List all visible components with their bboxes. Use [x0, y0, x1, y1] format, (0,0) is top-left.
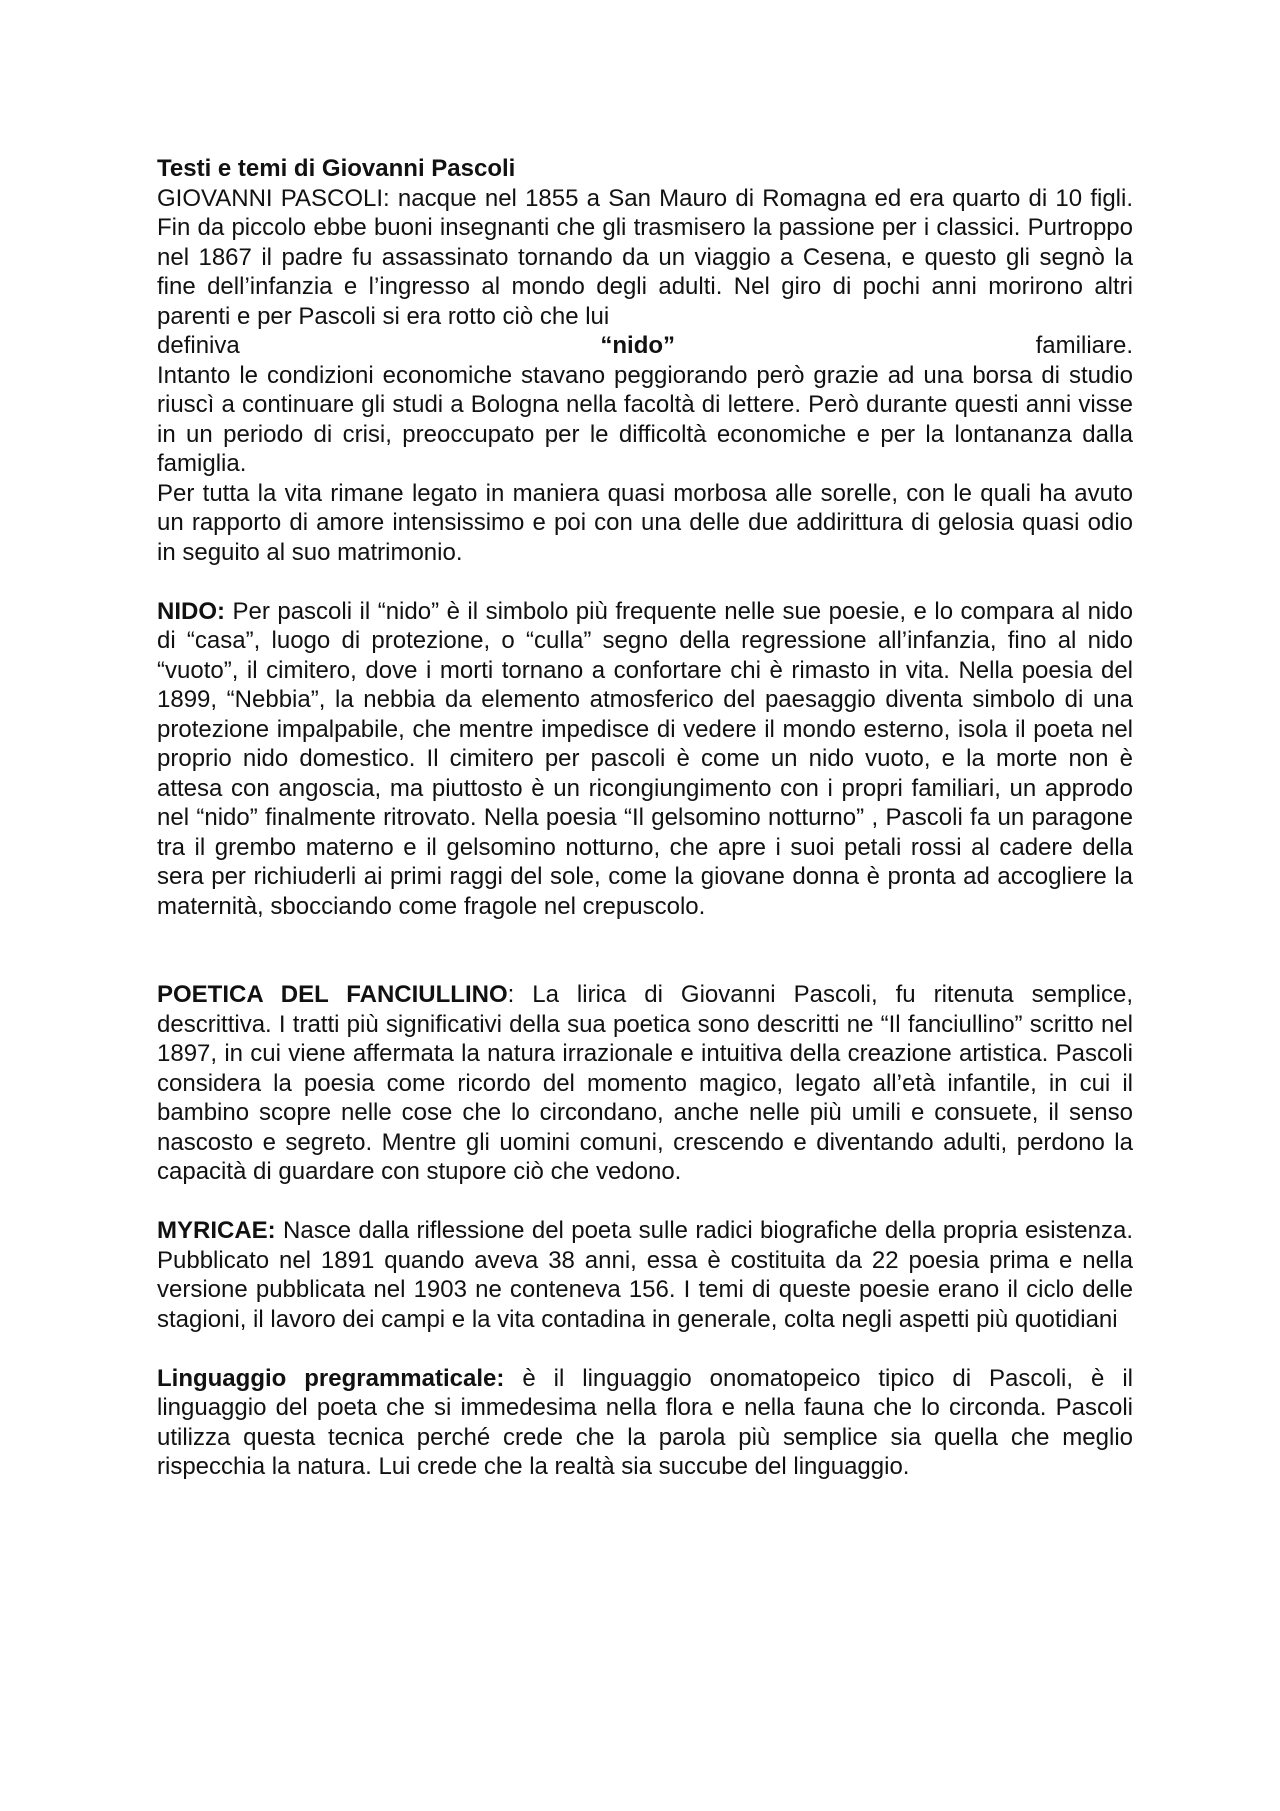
document-page — [157, 154, 1133, 1482]
myricae-section-label: MYRICAE: — [157, 1217, 276, 1244]
fanciullino-section-label: POETICA DEL FANCIULLINO — [157, 981, 508, 1008]
nido-section — [157, 597, 1133, 922]
nido-line-left: definiva — [157, 332, 240, 359]
myricae-section — [157, 1216, 1133, 1334]
linguaggio-section-text: è il linguaggio onomatopeico tipico di Pascoli, è il linguaggio del poeta che si immedesima nella flora e nella fauna che lo circonda. Pascoli utilizza questa tecnica perché crede che la parola più semplice sia quella che meglio rispecchia la natura. Lui crede che la realtà sia succube del linguaggio. — [157, 1364, 1133, 1480]
nido-line — [157, 331, 1133, 361]
nido-section-label: NIDO: — [157, 597, 225, 625]
fanciullino-section — [157, 980, 1133, 1187]
nido-line-middle: “nido” — [600, 332, 676, 359]
bio-sisters-paragraph: Per tutta la vita rimane legato in maniera quasi morbosa alle sorelle, con le quali ha avuto un rapporto di amore intensissimo e poi con una delle due addirittura di gelosia quasi odio in seguito al suo matrimonio. — [157, 479, 1133, 566]
myricae-section-text: Nasce dalla riflessione del poeta sulle radici biografiche della propria esistenza. Pubblicato nel 1891 quando aveva 38 anni, essa è costituita da 22 poesia prima e nella versione pubblicata nel 1903 ne conteneva 156. I temi di queste poesie erano il ciclo delle stagioni, il lavoro dei campi e la vita contadina in generale, colta negli aspetti più quotidiani — [157, 1217, 1133, 1333]
document-title: Testi e temi di Giovanni Pascoli — [157, 155, 516, 182]
linguaggio-section-label: Linguaggio pregrammaticale: — [157, 1364, 505, 1392]
bio-continued-paragraph: Intanto le condizioni economiche stavano peggiorando però grazie ad una borsa di studio riuscì a continuare gli studi a Bologna nella facoltà di lettere. Però durante questi anni visse in un periodo di crisi, preoccupato per le difficoltà economiche e per la lontananza dalla famiglia. — [157, 361, 1133, 477]
linguaggio-section — [157, 1364, 1133, 1482]
bio-intro-paragraph: GIOVANNI PASCOLI: nacque nel 1855 a San Mauro di Romagna ed era quarto di 10 figli. Fin da piccolo ebbe buoni insegnanti che gli trasmisero la passione per i classici. Purtroppo nel 1867 il padre fu assassinato tornando da un viaggio a Cesena, e questo gli segnò la fine dell’infanzia e l’ingresso al mondo degli adulti. Nel giro di pochi anni morirono altri parenti e per Pascoli si era rotto ciò che lui — [157, 184, 1133, 330]
fanciullino-section-text: : La lirica di Giovanni Pascoli, fu ritenuta semplice, descrittiva. I tratti più significativi della sua poetica sono descritti ne “Il fanciullino” scritto nel 1897, in cui viene affermata la natura irrazionale e intuitiva della creazione artistica. Pascoli considera la poesia come ricordo del momento magico, legato all’età infantile, in cui il bambino scopre nelle cose che lo circondano, anche nelle più umili e consuete, il senso nascosto e segreto. Mentre gli uomini comuni, crescendo e diventando adulti, perdono la capacità di guardare con stupore ciò che vedono. — [157, 981, 1133, 1185]
nido-line-right: familiare. — [1035, 332, 1133, 359]
nido-section-text: Per pascoli il “nido” è il simbolo più frequente nelle sue poesie, e lo compara al nido di “casa”, luogo di protezione, o “culla” segno della regressione all’infanzia, fino al nido “vuoto”, il cimitero, dove i morti tornano a confortare chi è rimasto in vita. Nella poesia del 1899, “Nebbia”, la nebbia da elemento atmosferico del paesaggio diventa simbolo di una protezione impalpabile, che mentre impedisce di vedere il mondo esterno, isola il poeta nel proprio nido domestico. Il cimitero per pascoli è come un nido vuoto, e la morte non è attesa con angoscia, ma piuttosto è un ricongiungimento con i propri familiari, un approdo nel “nido” finalmente ritrovato. Nella poesia “Il gelsomino notturno” , Pascoli fa un paragone tra il grembo materno e il gelsomino notturno, che apre i suoi petali rossi al cadere della sera per richiuderli ai primi raggi del sole, come la giovane donna è pronta ad accogliere la maternità, sbocciando come fragole nel crepuscolo. — [157, 597, 1133, 920]
